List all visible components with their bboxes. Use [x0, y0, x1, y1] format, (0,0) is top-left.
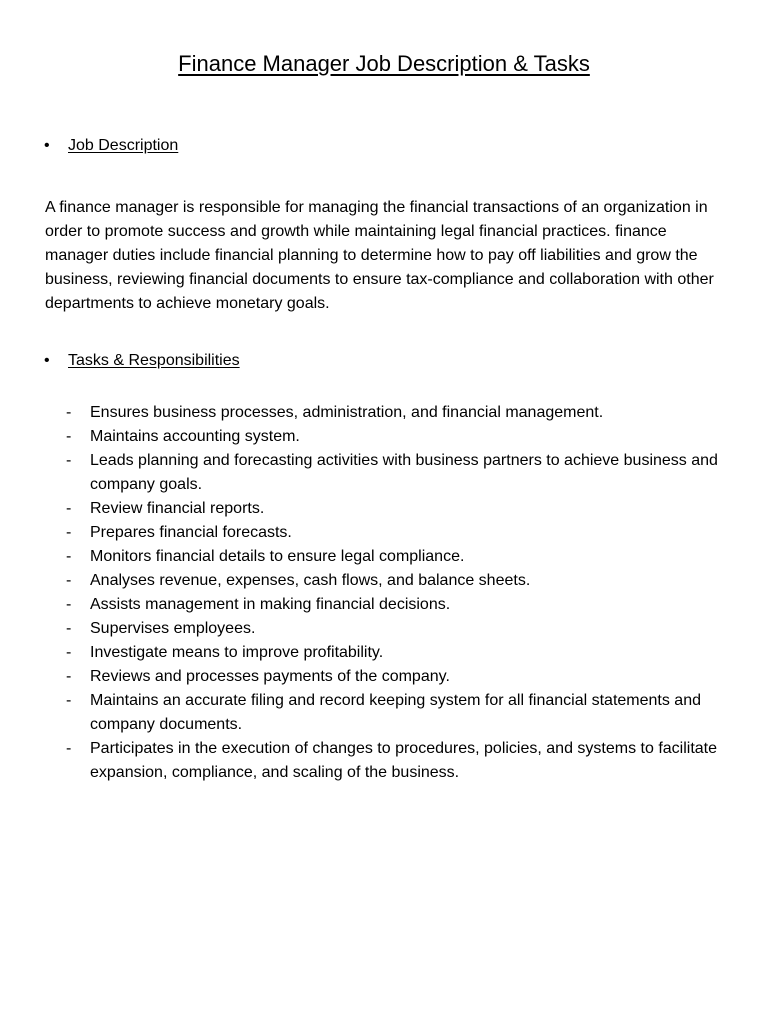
task-text: Ensures business processes, administration, and financial management. [90, 404, 604, 421]
dash-icon: - [66, 572, 72, 589]
section-heading-job-description [44, 136, 178, 156]
task-text: Investigate means to improve profitability. [90, 644, 384, 661]
list-item [66, 641, 736, 665]
dash-icon: - [66, 596, 72, 613]
list-item [66, 593, 736, 617]
task-text: Participates in the execution of changes to procedures, policies, and systems to facilitate expansion, compliance, and scaling of the business. [90, 740, 718, 781]
dash-icon: - [66, 668, 72, 685]
list-item [66, 737, 736, 785]
dash-icon: - [66, 644, 72, 661]
task-text: Prepares financial forecasts. [90, 524, 292, 541]
job-description-paragraph: A finance manager is responsible for managing the financial transactions of an organization in order to promote success and growth while maintaining legal financial practices. finance manager duties include financial planning to determine how to pay off liabilities and grow the business, reviewing financial documents to ensure tax-compliance and collaboration with other departments to achieve monetary goals. [45, 199, 714, 312]
list-item [66, 689, 736, 737]
task-text: Supervises employees. [90, 620, 256, 637]
dash-icon: - [66, 524, 72, 541]
dash-icon: - [66, 428, 72, 445]
list-item [66, 617, 736, 641]
section-heading-label: Job Description [68, 137, 179, 154]
list-item [66, 545, 736, 569]
dash-icon: - [66, 548, 72, 565]
dash-icon: - [66, 740, 72, 757]
bullet-icon: • [44, 137, 50, 154]
list-item [66, 497, 736, 521]
task-text: Leads planning and forecasting activities with business partners to achieve business and company goals. [90, 452, 718, 493]
dash-icon: - [66, 692, 72, 709]
section-heading-tasks [44, 351, 240, 371]
section-heading-label: Tasks & Responsibilities [68, 352, 240, 369]
dash-icon: - [66, 404, 72, 421]
dash-icon: - [66, 452, 72, 469]
page-title: Finance Manager Job Description & Tasks [178, 51, 590, 76]
task-text: Maintains an accurate filing and record keeping system for all financial statements and company documents. [90, 692, 701, 733]
list-item [66, 665, 736, 689]
task-text: Maintains accounting system. [90, 428, 300, 445]
task-text: Review financial reports. [90, 500, 265, 517]
dash-icon: - [66, 620, 72, 637]
list-item [66, 401, 736, 425]
task-list [66, 401, 736, 785]
list-item [66, 569, 736, 593]
bullet-icon: • [44, 352, 50, 369]
task-text: Analyses revenue, expenses, cash flows, and balance sheets. [90, 572, 531, 589]
list-item [66, 449, 736, 497]
task-text: Monitors financial details to ensure legal compliance. [90, 548, 465, 565]
task-text: Reviews and processes payments of the company. [90, 668, 450, 685]
list-item [66, 521, 736, 545]
dash-icon: - [66, 500, 72, 517]
task-text: Assists management in making financial decisions. [90, 596, 451, 613]
list-item [66, 425, 736, 449]
